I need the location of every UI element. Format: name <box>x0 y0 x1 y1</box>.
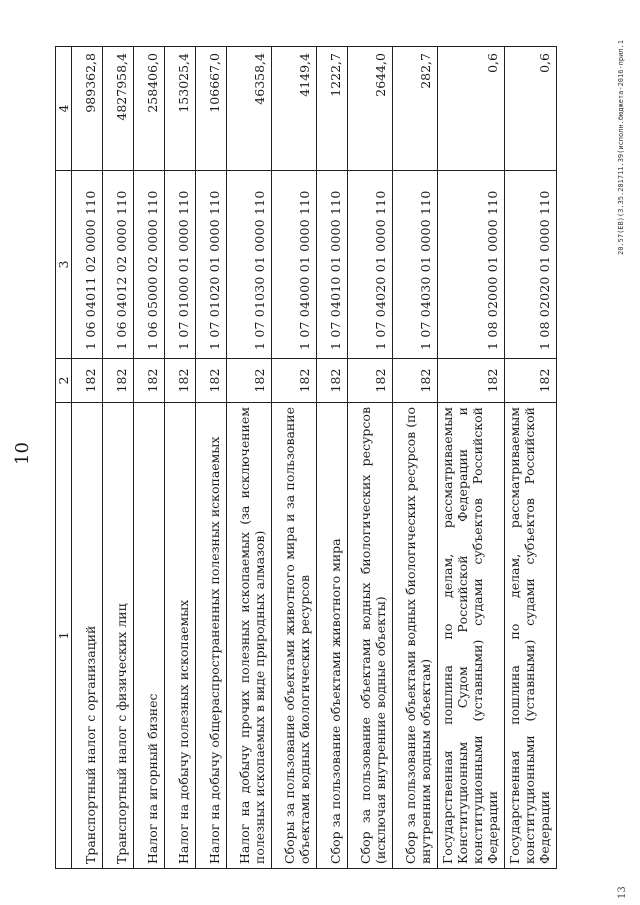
row-name: Сбор за пользование объектами водных биологических ресурсов (по внутренним водным объектам) <box>393 403 438 869</box>
table-row <box>227 47 272 869</box>
table-row <box>438 47 505 869</box>
row-amount: 4827958,4 <box>103 47 134 171</box>
row-name: Транспортный налог с организаций <box>72 403 103 869</box>
row-admin-code: 182 <box>103 359 134 403</box>
table-row <box>165 47 196 869</box>
row-name: Государственная пошлина по делам, рассматриваемым конституционными (уставными) судами субъектов Российской Федерации <box>505 403 557 869</box>
row-name: Сбор за пользование объектами водных биологических ресурсов (исключая внутренние водные объекты) <box>348 403 393 869</box>
row-amount: 0,6 <box>438 47 505 171</box>
row-name: Налог на добычу общераспространенных полезных ископаемых <box>196 403 227 869</box>
page-number: 10 <box>12 442 33 465</box>
row-budget-code: 1 07 04000 01 0000 110 <box>272 171 317 359</box>
row-budget-code: 1 07 01000 01 0000 110 <box>165 171 196 359</box>
row-amount: 46358,4 <box>227 47 272 171</box>
row-admin-code: 182 <box>134 359 165 403</box>
row-admin-code: 182 <box>438 359 505 403</box>
table-row <box>393 47 438 869</box>
row-amount: 258406,0 <box>134 47 165 171</box>
row-budget-code: 1 07 01020 01 0000 110 <box>196 171 227 359</box>
row-budget-code: 1 07 01030 01 0000 110 <box>227 171 272 359</box>
column-header: 2 <box>56 359 72 403</box>
row-amount: 1222,7 <box>317 47 348 171</box>
row-admin-code: 182 <box>165 359 196 403</box>
row-name: Налог на игорный бизнес <box>134 403 165 869</box>
row-amount: 4149,4 <box>272 47 317 171</box>
corner-mark: 13 <box>617 886 628 899</box>
row-amount: 2644,0 <box>348 47 393 171</box>
table-row <box>317 47 348 869</box>
row-name: Транспортный налог с физических лиц <box>103 403 134 869</box>
row-amount: 0,6 <box>505 47 557 171</box>
row-amount: 153025,4 <box>165 47 196 171</box>
row-name: Сборы за пользование объектами животного мира и за пользование объектами водных биологических ресурсов <box>272 403 317 869</box>
row-admin-code: 182 <box>317 359 348 403</box>
row-admin-code: 182 <box>196 359 227 403</box>
row-admin-code: 182 <box>72 359 103 403</box>
row-admin-code: 182 <box>505 359 557 403</box>
row-budget-code: 1 07 04020 01 0000 110 <box>348 171 393 359</box>
table-row <box>196 47 227 869</box>
row-budget-code: 1 08 02020 01 0000 110 <box>505 171 557 359</box>
row-budget-code: 1 06 04012 02 0000 110 <box>103 171 134 359</box>
row-budget-code: 1 06 05000 02 0000 110 <box>134 171 165 359</box>
table-row <box>272 47 317 869</box>
row-name: Налог на добычу прочих полезных ископаемых (за исключением полезных ископаемых в виде природных алмазов) <box>227 403 272 869</box>
row-budget-code: 1 08 02000 01 0000 110 <box>438 171 505 359</box>
table-row <box>505 47 557 869</box>
footer-stamp: 20.57(ЕВ)(3.35.201711.39(исполн.бюджета-2016-прил.1 <box>617 40 625 255</box>
row-budget-code: 1 07 04030 01 0000 110 <box>393 171 438 359</box>
row-name: Государственная пошлина по делам, рассматриваемым Конституционным Судом Российской Федерации и конституционными (уставными) судами субъектов Российской Федерации <box>438 403 505 869</box>
row-name: Налог на добычу полезных ископаемых <box>165 403 196 869</box>
row-amount: 282,7 <box>393 47 438 171</box>
table-header-row <box>56 47 72 869</box>
column-header: 1 <box>56 403 72 869</box>
row-budget-code: 1 06 04011 02 0000 110 <box>72 171 103 359</box>
row-name: Сбор за пользование объектами животного мира <box>317 403 348 869</box>
column-header: 3 <box>56 171 72 359</box>
row-amount: 106667,0 <box>196 47 227 171</box>
column-header: 4 <box>56 47 72 171</box>
revenue-table <box>55 46 557 869</box>
table-row <box>348 47 393 869</box>
row-admin-code: 182 <box>227 359 272 403</box>
row-admin-code: 182 <box>348 359 393 403</box>
row-admin-code: 182 <box>272 359 317 403</box>
table-row <box>134 47 165 869</box>
row-admin-code: 182 <box>393 359 438 403</box>
row-amount: 989362,8 <box>72 47 103 171</box>
row-budget-code: 1 07 04010 01 0000 110 <box>317 171 348 359</box>
table-row <box>103 47 134 869</box>
table-row <box>72 47 103 869</box>
